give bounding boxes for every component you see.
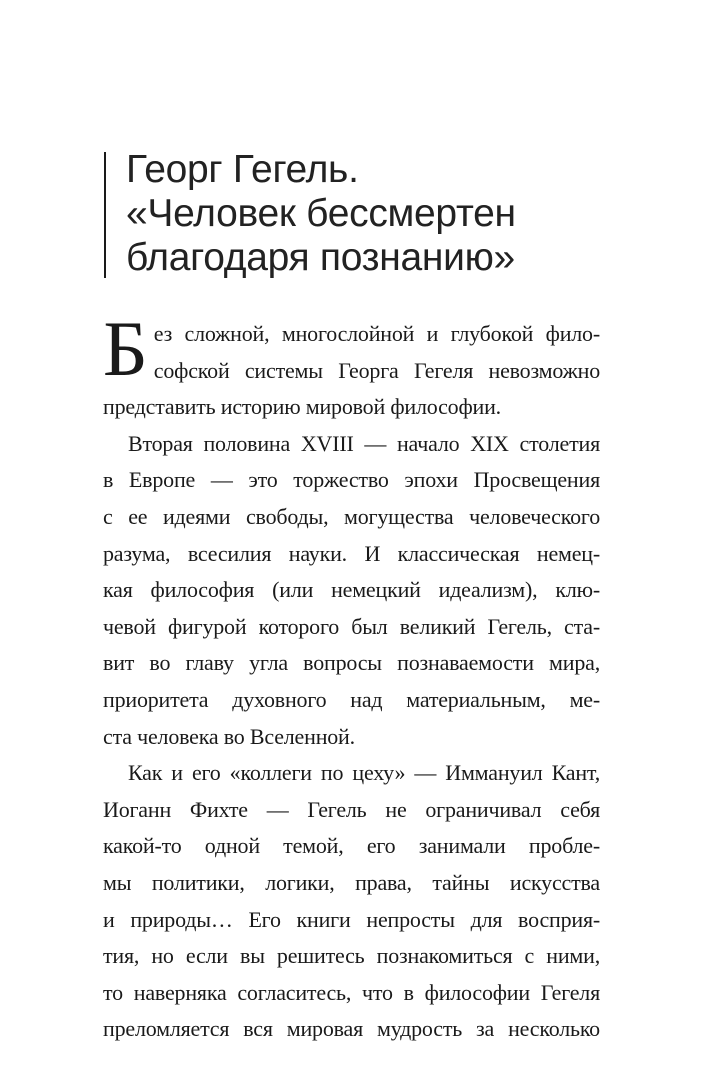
- text-line: чевой фигурой которого был великий Гегель, ста-: [103, 613, 600, 639]
- text-line: то наверняка согласитесь, что в философии Гегеля: [103, 979, 600, 1005]
- paragraph-1: [103, 305, 600, 426]
- text-line: и природы… Его книги непросты для восприя-: [103, 906, 600, 932]
- paragraph-2: [103, 426, 600, 755]
- text-line: с ее идеями свободы, могущества человеческого: [103, 503, 600, 529]
- text-line: какой-то одной темой, его занимали пробле-: [103, 833, 600, 859]
- text-line: в Европе — это торжество эпохи Просвещения: [103, 467, 600, 493]
- text-line: софской системы Георга Гегеля невозможно: [153, 357, 600, 383]
- paragraph-3: [103, 755, 600, 1048]
- chapter-title-line: «Человек бессмертен: [126, 192, 516, 235]
- text-line: преломляется вся мировая мудрость за несколько: [103, 1016, 600, 1042]
- text-line: ез сложной, многослойной и глубокой фило-: [153, 321, 600, 346]
- text-line: вит во главу угла вопросы познаваемости мира,: [103, 650, 600, 676]
- text-line: представить историю мировой философии.: [103, 394, 501, 420]
- text-line: Вторая половина XVIII — начало XIX столетия: [128, 430, 600, 456]
- body-text: [103, 305, 600, 1048]
- drop-cap: Б: [103, 305, 148, 392]
- text-line: разума, всесилия науки. И классическая немец-: [103, 540, 600, 566]
- text-line: ста человека во Вселенной.: [103, 723, 355, 749]
- text-line: приоритета духовного над материальным, ме-: [103, 686, 600, 712]
- chapter-title-line: Георг Гегель.: [126, 148, 359, 191]
- text-line: тия, но если вы решитесь познакомиться с ними,: [103, 943, 600, 969]
- text-line: Как и его «коллеги по цеху» — Иммануил Кант,: [128, 760, 600, 786]
- text-line: Иоганн Фихте — Гегель не ограничивал себя: [103, 796, 600, 822]
- chapter-title-line: благодаря познанию»: [126, 236, 515, 279]
- text-line: кая философия (или немецкий идеализм), клю-: [103, 577, 600, 603]
- heading-vertical-rule: [104, 152, 106, 278]
- text-line: мы политики, логики, права, тайны искусства: [103, 869, 600, 895]
- chapter-title: [126, 148, 666, 280]
